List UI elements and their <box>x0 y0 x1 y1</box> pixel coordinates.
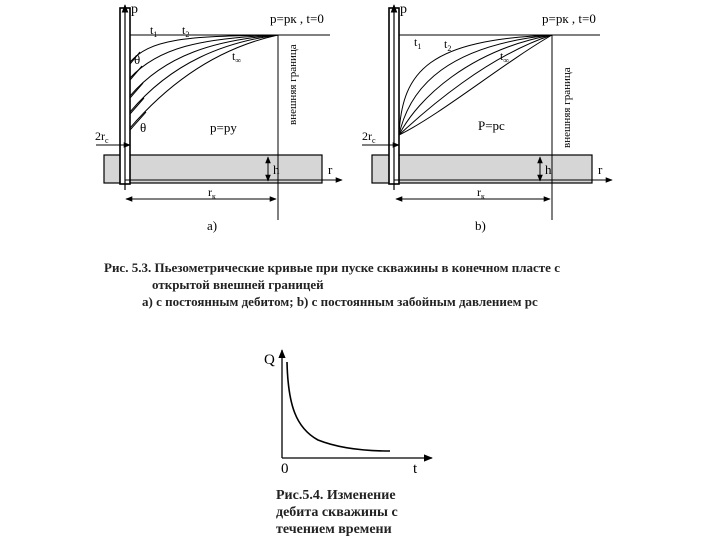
reservoir-layer-a <box>104 155 322 183</box>
pressure-curve-t4-b <box>399 35 552 135</box>
caption-5-4-line-3: течением времени <box>276 522 392 537</box>
h-label-b: h <box>545 162 552 177</box>
t2-label-b: $t_2$ <box>444 37 452 53</box>
two-rc-label-a: $2r_c$ <box>95 129 109 145</box>
flow-rate-curve <box>287 362 390 451</box>
tinf-label-a: $t_\infty$ <box>232 49 242 65</box>
origin-label: 0 <box>281 461 289 477</box>
t1-label-b: $t_1$ <box>414 35 422 51</box>
gradient-tick-a <box>130 83 143 98</box>
theta-bottom-label-a: θ <box>140 120 147 135</box>
panel-label-b: b) <box>475 218 486 233</box>
boundary-label-a: внешняя граница <box>287 44 299 125</box>
t2-label-a: $t_2$ <box>182 23 190 39</box>
pressure-curve-tinf-a <box>130 35 278 128</box>
region-label-b: P=pc <box>478 118 505 133</box>
h-label-a: h <box>273 162 280 177</box>
diagram-a <box>95 2 342 233</box>
caption-5-3-line-1: Рис. 5.3. Пьезометрические кривые при пуске скважины в конечном пласте с <box>104 260 560 275</box>
initial-pressure-label-a: p=pк , t=0 <box>270 11 324 26</box>
caption-5-4-line-1: Рис.5.4. Изменение <box>276 488 396 503</box>
r-axis-label-b: r <box>598 162 603 177</box>
gradient-tick-a <box>130 98 144 114</box>
rk-label-b: $r_к$ <box>477 185 485 201</box>
t-axis-label: t <box>413 461 418 477</box>
p-axis-label-b: p <box>400 2 407 17</box>
pressure-curve-t3-b <box>399 35 552 135</box>
t1-label-a: $t_1$ <box>150 23 158 39</box>
figure-5-3-caption <box>104 259 624 310</box>
q-axis-label: Q <box>264 352 275 368</box>
panel-label-a: a) <box>207 218 218 233</box>
caption-5-3-line-3: а) с постоянным дебитом; b) с постоянным забойным давлением pс <box>142 294 538 309</box>
initial-pressure-label-b: p=pк , t=0 <box>542 11 596 26</box>
two-rc-label-b: $2r_c$ <box>362 129 376 145</box>
flow-rate-chart <box>264 350 432 477</box>
caption-5-3-line-2: открытой внешней границей <box>152 277 324 292</box>
diagram-b <box>362 2 612 233</box>
pressure-curve-t2-b <box>399 35 552 135</box>
pressure-curve-t1-b <box>399 35 552 135</box>
r-axis-label-a: r <box>328 162 333 177</box>
theta-top-label-a: θ <box>134 52 141 67</box>
caption-5-4-line-2: дебита скважины с <box>276 505 398 520</box>
figure-5-4-caption <box>276 487 456 538</box>
region-label-a: p=pу <box>210 120 237 135</box>
boundary-label-b: внешняя граница <box>561 67 573 148</box>
rk-label-a: $r_к$ <box>208 185 216 201</box>
pressure-curve-t3-a <box>130 35 278 96</box>
tinf-label-b: $t_\infty$ <box>500 49 510 65</box>
gradient-tick-a <box>130 66 142 80</box>
p-axis-label-a: p <box>131 2 138 17</box>
reservoir-layer-b <box>372 155 592 183</box>
pressure-curve-tinf-b <box>399 35 552 135</box>
